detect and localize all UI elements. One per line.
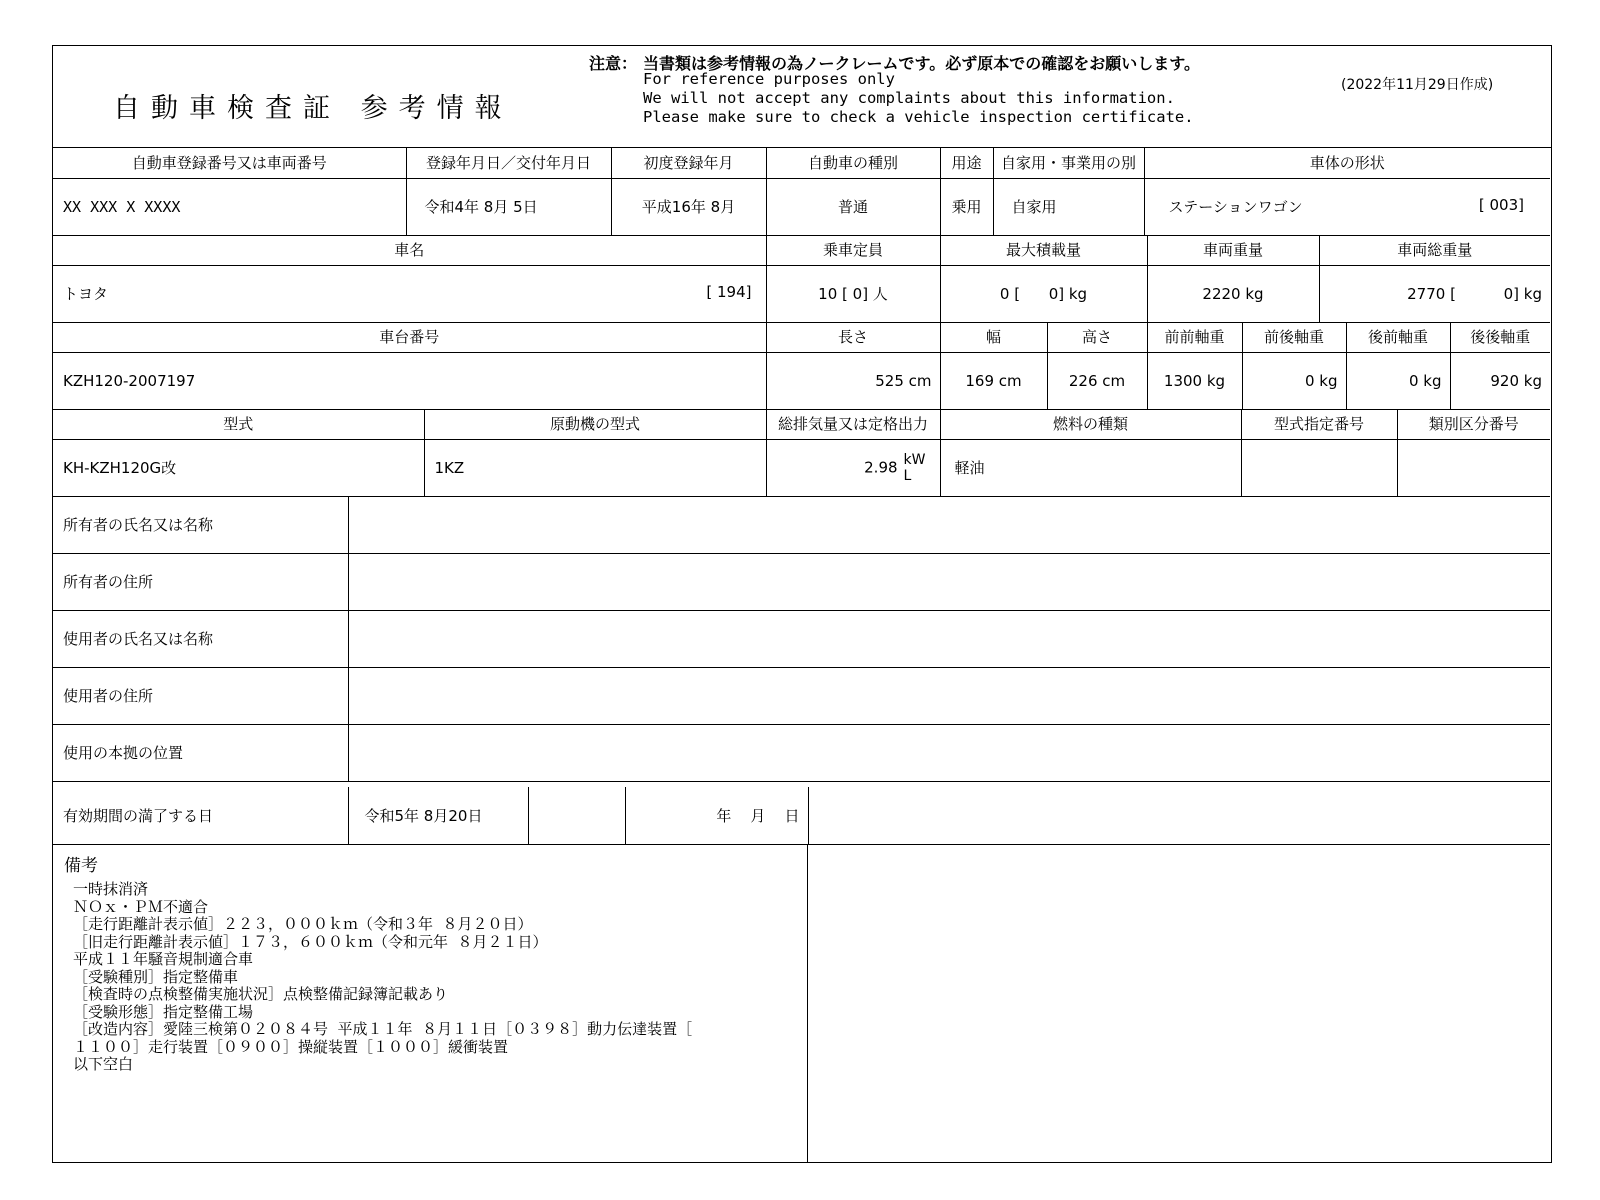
remarks-line: 平成１１年騒音規制適合車 [73, 950, 254, 968]
remarks-line: １１００］走行装置［０９００］操縦装置［１０００］緩衝装置 [73, 1037, 509, 1056]
expiry-date: 令和5年 8月20日 [348, 787, 528, 844]
certificate-frame [52, 45, 1552, 1163]
reg-date-value: 令和4年 8月 5日 [406, 178, 611, 235]
owner-address-value [348, 553, 1550, 610]
chassis-value: KZH120-2007197 [53, 352, 766, 409]
model-label: 型式 [53, 409, 424, 439]
ff-axle-label: 前前軸重 [1147, 322, 1242, 352]
max-load-label: 最大積載量 [940, 235, 1147, 265]
unit-l: L [903, 467, 912, 484]
rr-axle-value: 920 kg [1450, 352, 1550, 409]
vehicle-type-value: 普通 [766, 178, 940, 235]
height-label: 高さ [1047, 322, 1147, 352]
owner-name-label: 所有者の氏名又は名称 [53, 496, 348, 553]
gross-weight-label: 車両総重量 [1319, 235, 1550, 265]
first-reg-value: 平成16年 8月 [611, 178, 766, 235]
remarks-line: 一時抹消済 [73, 880, 149, 898]
rf-axle-label: 後前軸重 [1346, 322, 1450, 352]
category-value [1397, 439, 1550, 496]
use-value: 乗用 [940, 178, 993, 235]
fuel-value: 軽油 [940, 439, 1241, 496]
width-value: 169 cm [940, 352, 1047, 409]
length-value: 525 cm [766, 352, 940, 409]
notice-japanese: 当書類は参考情報の為ノークレームです。必ず原本での確認をお願いします。 [643, 54, 1200, 73]
remarks-line: ［走行距離計表示値］２２３，０００ｋｍ（令和３年 ８月２０日） [73, 915, 533, 933]
remarks-box [53, 844, 808, 1162]
ff-axle-value: 1300 kg [1147, 352, 1242, 409]
remarks-lines [73, 881, 692, 1074]
displacement-label: 総排気量又は定格出力 [766, 409, 940, 439]
engine-value: 1KZ [424, 439, 766, 496]
user-name-value [348, 610, 1550, 667]
reg-date-label: 登録年月日／交付年月日 [406, 148, 611, 178]
document-title: 自動車検査証 参考情報 [113, 93, 513, 124]
user-address-value [348, 667, 1550, 724]
capacity-label: 乗車定員 [766, 235, 940, 265]
vehicle-name-table [53, 235, 1550, 323]
model-table [53, 409, 1550, 497]
body-shape-cell [1144, 178, 1550, 235]
owner-table [53, 496, 1550, 782]
chassis-label: 車台番号 [53, 322, 766, 352]
remarks-line: ［受験種別］指定整備車 [73, 967, 239, 986]
notice-english-line-3: Please make sure to check a vehicle inspection certificate. [643, 108, 1194, 126]
fr-axle-value: 0 kg [1242, 352, 1346, 409]
gross-weight-value: 2770 [ 0] kg [1319, 265, 1550, 322]
max-load-value: 0 [ 0] kg [940, 265, 1147, 322]
capacity-value: 10 [ 0] 人 [766, 265, 940, 322]
car-name-label: 車名 [53, 235, 766, 265]
remarks-section [53, 844, 1551, 1162]
expiry-label: 有効期間の満了する日 [53, 787, 348, 844]
expiry-blank-cell [528, 787, 625, 844]
expiry-table [53, 787, 1550, 845]
weight-label: 車両重量 [1147, 235, 1319, 265]
designation-label: 型式指定番号 [1241, 409, 1397, 439]
notice-english-line-2: We will not accept any complaints about this information. [643, 89, 1175, 107]
body-shape-value: ステーションワゴン [1168, 198, 1303, 216]
rr-axle-label: 後後軸重 [1450, 322, 1550, 352]
rf-axle-value: 0 kg [1346, 352, 1450, 409]
dimensions-table [53, 322, 1550, 410]
displacement-cell [766, 439, 940, 496]
remarks-line: ［受験形態］指定整備工場 [73, 1002, 254, 1021]
fuel-label: 燃料の種類 [940, 409, 1241, 439]
registration-table [53, 148, 1550, 236]
fr-axle-label: 前後軸重 [1242, 322, 1346, 352]
engine-label: 原動機の型式 [424, 409, 766, 439]
model-value: KH-KZH120G改 [53, 439, 424, 496]
height-value: 226 cm [1047, 352, 1147, 409]
created-date: (2022年11月29日作成) [1341, 77, 1494, 93]
unit-kw: kW [903, 451, 926, 468]
private-business-value: 自家用 [993, 178, 1144, 235]
remarks-line: 以下空白 [73, 1055, 134, 1073]
user-address-label: 使用者の住所 [53, 667, 348, 724]
remarks-label: 備考 [64, 856, 98, 876]
user-name-label: 使用者の氏名又は名称 [53, 610, 348, 667]
remarks-line: ［旧走行距離計表示値］１７３，６００ｋｍ（令和元年 ８月２１日） [73, 932, 548, 951]
car-name-value: トヨタ [63, 285, 109, 303]
body-shape-code: [ 003] [1478, 195, 1524, 214]
owner-name-value [348, 496, 1550, 553]
expiry-extra-cell [808, 787, 1550, 844]
base-location-label: 使用の本拠の位置 [53, 724, 348, 781]
displacement-value: 2.98 [864, 458, 898, 476]
remarks-line: ［改造内容］愛陸三検第０２０８４号 平成１１年 ８月１１日［０３９８］動力伝達装置［ [73, 1020, 693, 1038]
length-label: 長さ [766, 322, 940, 352]
remarks-line: ＮＯｘ・ＰＭ不適合 [73, 897, 209, 916]
use-label: 用途 [940, 148, 993, 178]
base-location-value [348, 724, 1550, 781]
notice-label: 注意： [589, 54, 638, 73]
document-header [53, 46, 1551, 148]
body-shape-label: 車体の形状 [1144, 148, 1550, 178]
category-label: 類別区分番号 [1397, 409, 1550, 439]
expiry-blank-date: 年 月 日 [625, 787, 808, 844]
displacement-unit [904, 452, 926, 484]
private-business-label: 自家用・事業用の別 [993, 148, 1144, 178]
remarks-line: ［検査時の点検整備実施状況］点検整備記録簿記載あり [73, 985, 449, 1003]
reg-number-value: XX XXX X XXXX [53, 178, 406, 235]
first-reg-label: 初度登録年月 [611, 148, 766, 178]
designation-value [1241, 439, 1397, 496]
width-label: 幅 [940, 322, 1047, 352]
notice-english-line-1: For reference purposes only [643, 70, 895, 88]
car-name-cell [53, 265, 766, 322]
vehicle-type-label: 自動車の種別 [766, 148, 940, 178]
reg-number-label: 自動車登録番号又は車両番号 [53, 148, 406, 178]
car-name-code: [ 194] [706, 282, 752, 301]
owner-address-label: 所有者の住所 [53, 553, 348, 610]
weight-value: 2220 kg [1147, 265, 1319, 322]
